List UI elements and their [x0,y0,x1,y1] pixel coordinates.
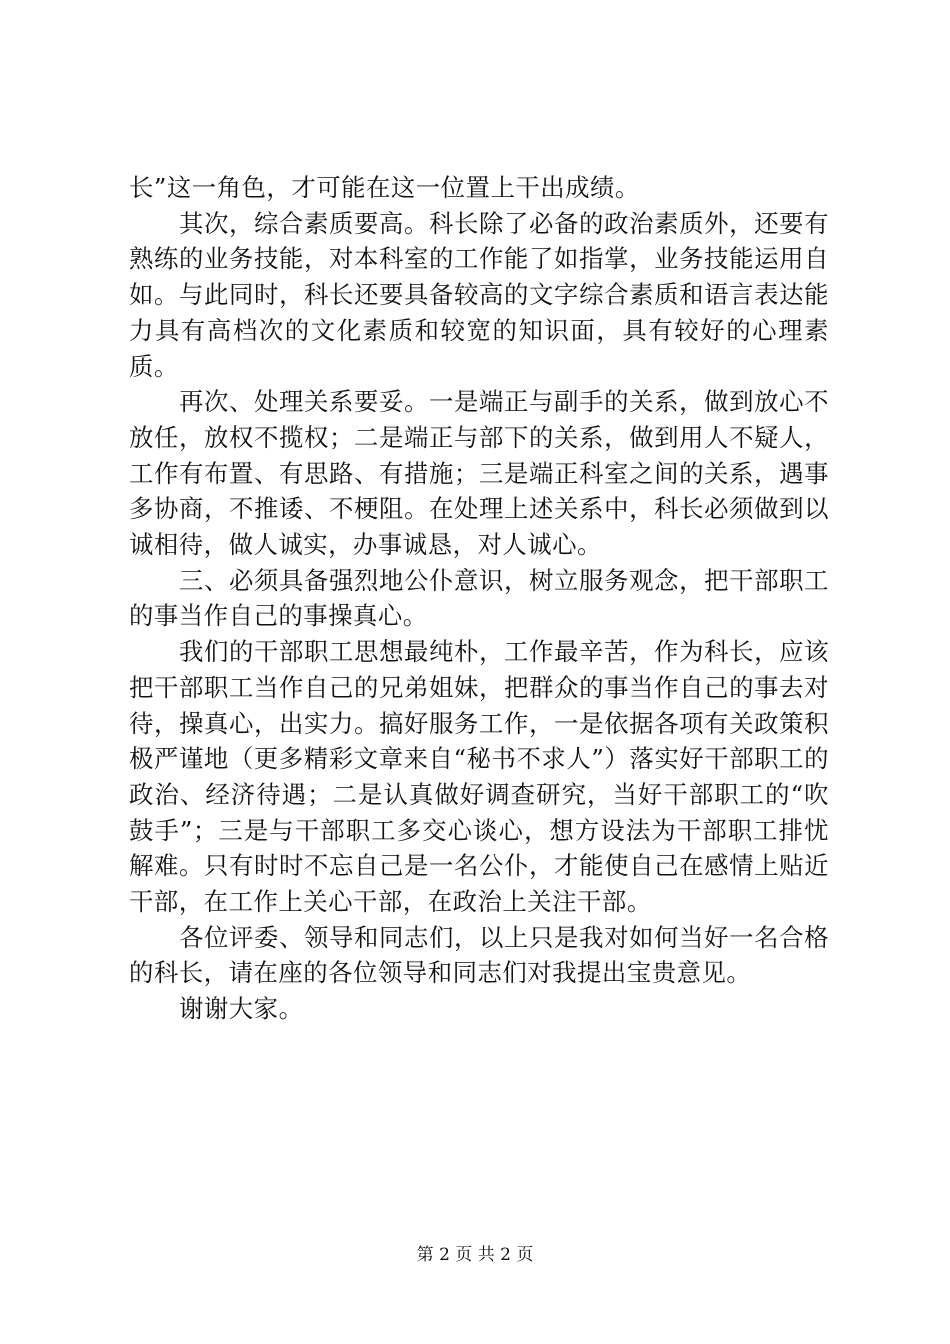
paragraph-thanks: 谢谢大家。 [179,994,304,1024]
paragraph-overall-quality: 其次，综合素质要高。科长除了必备的政治素质外，还要有熟练的业务技能，对本科室的工作能了如指掌，业务技能运用自如。与此同时，科长还要具备较高的文字综合素质和语言表达能力具有高档次的文化素质和较宽的知识面，具有较好的心理素质。 [129,208,829,381]
page-number-footer: 第 2 页 共 2 页 [416,1245,534,1265]
paragraph-closing-request: 各位评委、领导和同志们，以上只是我对如何当好一名合格的科长，请在座的各位领导和同志们对我提出宝贵意见。 [129,922,829,988]
paragraph-continuation: 长”这一角色，才可能在这一位置上干出成绩。 [129,173,640,202]
paragraph-relationships: 再次、处理关系要妥。一是端正与副手的关系，做到放心不放任，放权不揽权；二是端正与部下的关系，做到用人不疑人，工作有布置、有思路、有措施；三是端正科室之间的关系，遇事多协商，不推诿、不梗阻。在处理上述关系中，科长必须做到以诚相待，做人诚实，办事诚恳，对人诚心。 [129,387,829,560]
paragraph-section-three-heading: 三、必须具备强烈地公仆意识，树立服务观念，把干部职工的事当作自己的事操真心。 [129,565,829,631]
paragraph-service-work: 我们的干部职工思想最纯朴，工作最辛苦，作为科长，应该把干部职工当作自己的兄弟姐妹，把群众的事当作自己的事去对待，操真心，出实力。搞好服务工作，一是依据各项有关政策积极严谨地（更多精彩文章来自“秘书不求人”）落实好干部职工的政治、经济待遇；二是认真做好调查研究，当好干部职工的“吹鼓手”；三是与干部职工多交心谈心，想方设法为干部职工排忧解难。只有时时不忘自己是一名公仆，才能使自己在感情上贴近干部，在工作上关心干部，在政治上关注干部。 [129,637,829,917]
document-body [129,170,829,1027]
